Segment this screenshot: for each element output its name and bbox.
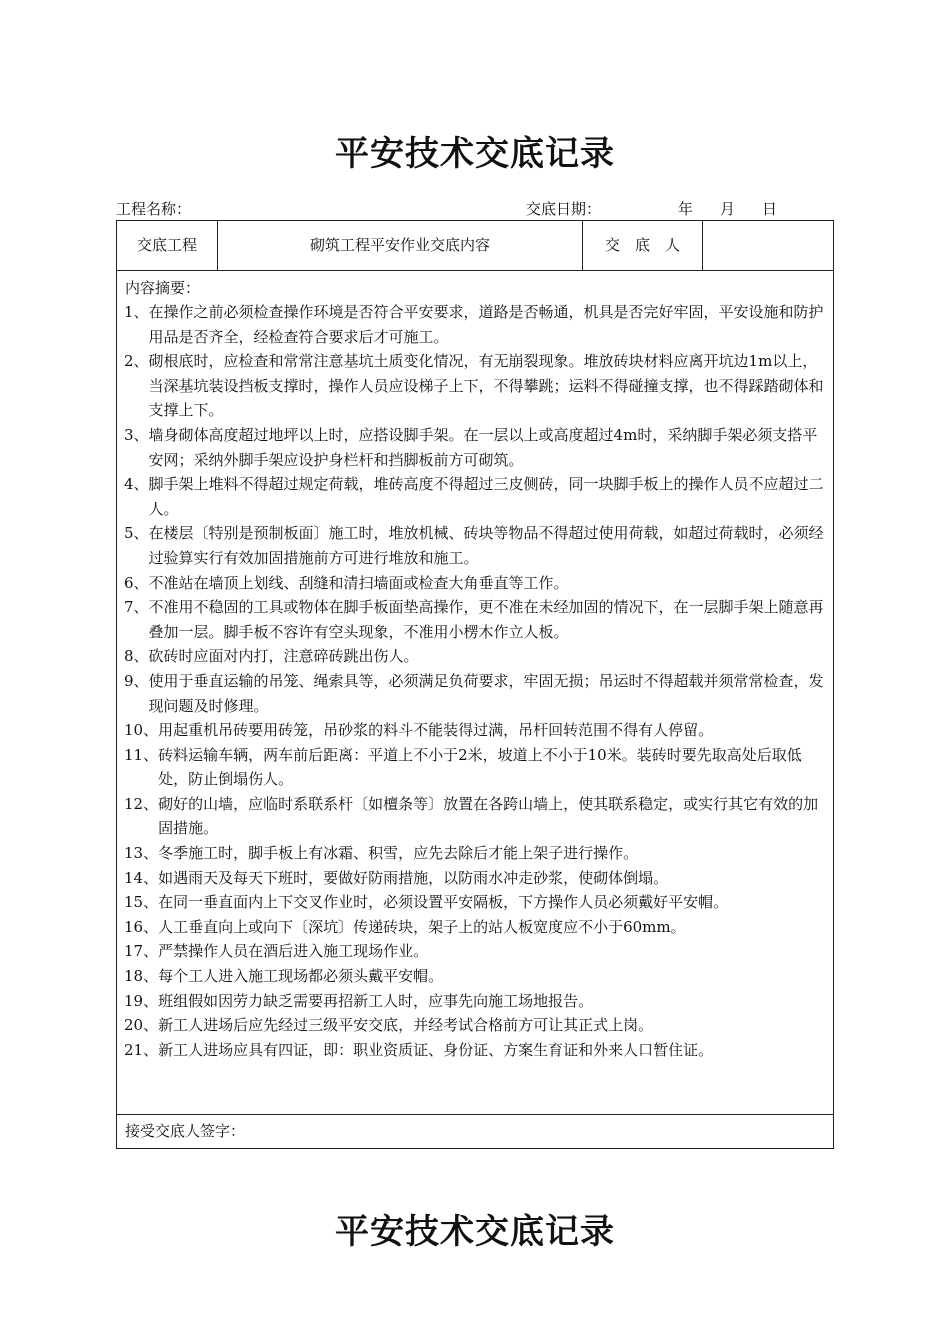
- item-number: 21、: [124, 1040, 159, 1059]
- list-item: [124, 595, 830, 644]
- item-text: 不准用不稳固的工具或物体在脚手板面垫高操作，更不准在未经加固的情况下，在一层脚手架上随意再叠加一层。脚手板不容许有空头现象，不准用小楞木作立人板。: [148, 598, 824, 641]
- summary-label: 内容摘要：: [125, 279, 201, 297]
- item-text: 墙身砌体高度超过地坪以上时，应搭设脚手架。在一层以上或高度超过4m时，采纳脚手架必须支搭平安网；采纳外脚手架应设护身栏杆和挡脚板前方可砌筑。: [148, 425, 818, 469]
- next-page-title: 平安技术交底记录: [335, 1212, 615, 1252]
- list-item: [124, 989, 830, 1014]
- item-number: 15、: [124, 893, 159, 912]
- item-number: 11、: [124, 745, 159, 764]
- list-item: [124, 669, 830, 718]
- list-item: [124, 890, 830, 915]
- item-text: 每个工人进入施工现场都必须头戴平安帽。: [158, 967, 444, 986]
- item-number: 7、: [124, 598, 149, 617]
- item-number: 3、: [124, 425, 149, 444]
- item-text: 使用于垂直运输的吊笼、绳索具等，必须满足负荷要求，牢固无损；吊运时不得超载并须常常检查，发现问题及时修理。: [148, 671, 824, 715]
- item-number: 17、: [124, 942, 159, 961]
- list-item: [124, 644, 830, 669]
- table-header-row: [117, 221, 833, 271]
- record-table: [116, 220, 834, 1149]
- project-name-label: 工程名称：: [116, 200, 192, 218]
- item-text: 不准站在墙顶上划线、刮缝和清扫墙面或检查大角垂直等工作。: [148, 573, 569, 592]
- item-text: 人工垂直向上或向下〔深坑〕传递砖块，架子上的站人板宽度应不小于60mm。: [158, 917, 686, 936]
- item-text: 在楼层〔特别是预制板面〕施工时，堆放机械、砖块等物品不得超过使用荷载，如超过荷载时，必须经过验算实行有效加固措施前方可进行堆放和施工。: [148, 524, 824, 567]
- item-text: 砖料运输车辆，两车前后距离：平道上不小于2米，坡道上不小于10米。装砖时要先取高处后取低处，防止倒塌伤人。: [158, 745, 802, 789]
- signature-row: [117, 1114, 833, 1148]
- item-number: 20、: [124, 1016, 159, 1035]
- list-item: [124, 571, 830, 596]
- year-label: 年: [678, 200, 694, 218]
- item-text: 在同一垂直面内上下交叉作业时，必须设置平安隔板，下方操作人员必须戴好平安帽。: [158, 893, 729, 912]
- list-item: [124, 939, 830, 964]
- item-number: 6、: [124, 573, 149, 592]
- item-number: 16、: [124, 917, 159, 936]
- meta-row: [116, 198, 834, 220]
- person-value-cell: [703, 221, 833, 270]
- item-number: 19、: [124, 991, 159, 1010]
- item-text: 冬季施工时，脚手板上有冰霜、积雪，应先去除后才能上架子进行操作。: [158, 844, 639, 863]
- list-item: [124, 915, 830, 940]
- item-text: 新工人进场后应先经过三级平安交底，并经考试合格前方可让其正式上岗。: [158, 1016, 654, 1035]
- content-summary-cell: [117, 271, 833, 1115]
- item-number: 14、: [124, 868, 159, 887]
- item-text: 砍砖时应面对内打，注意碎砖跳出伤人。: [148, 647, 419, 666]
- signature-label: 接受交底人签字：: [125, 1122, 246, 1140]
- item-text: 严禁操作人员在酒后进入施工现场作业。: [158, 942, 429, 961]
- item-number: 13、: [124, 844, 159, 863]
- item-text: 在操作之前必须检查操作环境是否符合平安要求，道路是否畅通，机具是否完好牢固，平安设施和防护用品是否齐全，经检查符合要求后才可施工。: [148, 303, 824, 346]
- person-label-cell: 交 底 人: [583, 221, 703, 270]
- list-item: [124, 349, 830, 423]
- item-number: 9、: [124, 671, 149, 690]
- day-label: 日: [762, 200, 778, 218]
- list-item: [124, 964, 830, 989]
- item-text: 砌好的山墙，应临时系联系杆〔如檀条等〕放置在各跨山墙上，使其联系稳定，或实行其它有效的加固措施。: [158, 794, 819, 838]
- list-item: [124, 841, 830, 866]
- item-text: 砌根底时，应检查和常常注意基坑土质变化情况，有无崩裂现象。堆放砖块材料应离开坑边1m以上，当深基坑装设挡板支撑时，操作人员应设梯子上下，不得攀跳；运料不得碰撞支撑，也不得踩踏砌体和支撑上下。: [148, 352, 824, 420]
- list-item: [124, 1013, 830, 1038]
- item-number: 1、: [124, 303, 149, 321]
- item-number: 5、: [124, 524, 149, 543]
- item-number: 12、: [124, 794, 159, 813]
- list-item: [124, 792, 830, 841]
- month-label: 月: [720, 200, 736, 218]
- page-title: 平安技术交底记录: [335, 134, 615, 174]
- item-text: 班组假如因劳力缺乏需要再招新工人时，应事先向施工场地报告。: [158, 991, 594, 1010]
- list-item: [124, 866, 830, 891]
- item-number: 4、: [124, 475, 149, 494]
- item-text: 如遇雨天及每天下班时，要做好防雨措施，以防雨水冲走砂浆，使砌体倒塌。: [158, 868, 669, 887]
- list-item: [124, 300, 830, 349]
- date-label: 交底日期：: [526, 200, 602, 218]
- item-number: 18、: [124, 967, 159, 986]
- list-item: [124, 743, 830, 792]
- item-number: 8、: [124, 647, 149, 666]
- list-item: [124, 472, 830, 521]
- section-label-cell: 交底工程: [117, 221, 218, 270]
- item-number: 2、: [124, 352, 149, 371]
- item-list: [124, 300, 830, 1062]
- list-item: [124, 521, 830, 570]
- item-text: 用起重机吊砖要用砖笼，吊砂浆的料斗不能装得过满，吊杆回转范围不得有人停留。: [158, 721, 714, 740]
- item-number: 10、: [124, 721, 159, 740]
- item-text: 新工人进场应具有四证，即：职业资质证、身份证、方案生育证和外来人口暂住证。: [158, 1040, 714, 1059]
- list-item: [124, 718, 830, 743]
- list-item: [124, 423, 830, 472]
- item-text: 脚手架上堆料不得超过规定荷载，堆砖高度不得超过三皮侧砖，同一块脚手板上的操作人员不应超过二人。: [148, 475, 824, 518]
- list-item: [124, 1038, 830, 1063]
- section-value-cell: 砌筑工程平安作业交底内容: [218, 221, 583, 270]
